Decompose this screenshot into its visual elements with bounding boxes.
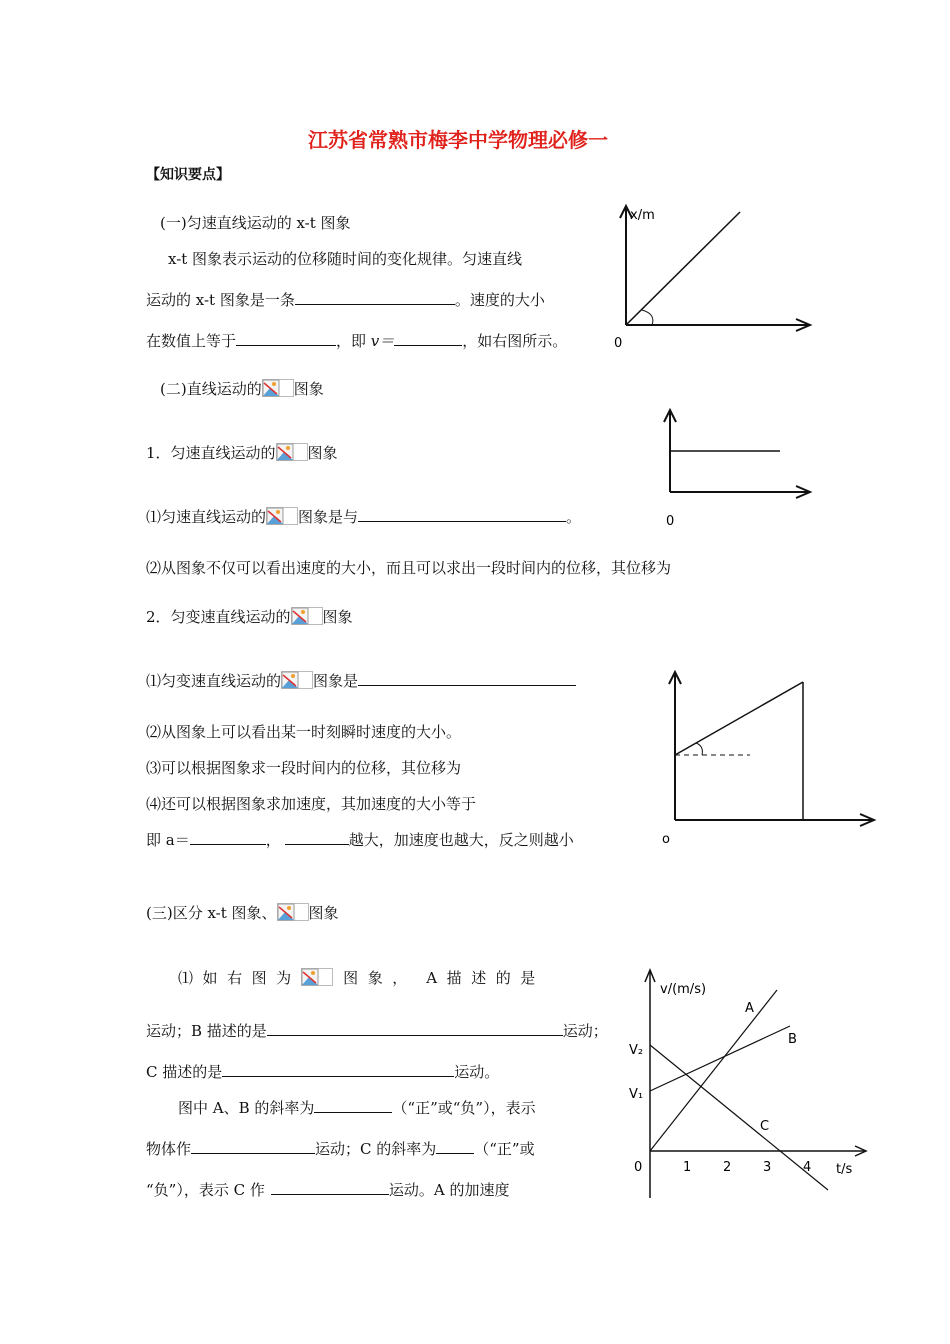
part3-q1-line2 [146, 1021, 608, 1041]
part2-s2 [146, 607, 353, 627]
text: 越大，加速度也越大，反之则越小 [348, 831, 574, 849]
vt-formula-image [291, 607, 323, 625]
v2-label: V₂ [629, 1043, 644, 1058]
text: 图象 [293, 380, 324, 398]
xt-graph-figure [600, 198, 830, 358]
text: 运动的 x-t 图象是一条 [146, 291, 295, 309]
line-B [650, 1026, 790, 1091]
tick-label: 3 [763, 1160, 772, 1175]
graph-line [626, 212, 740, 325]
text: 图象是 [313, 672, 359, 690]
part2-s2-2: ⑵从图象上可以看出某一时刻瞬时速度的大小。 [146, 723, 462, 741]
text: ，如右图所示。 [462, 332, 568, 350]
text: ， [265, 831, 281, 849]
origin-label: 0 [666, 514, 675, 529]
vt-formula-image [262, 379, 294, 397]
text: (二)直线运动的 [160, 380, 262, 398]
text: 2．匀变速直线运动的 [146, 608, 291, 626]
part3-q1-line3 [146, 1062, 499, 1082]
text: 物体作 [146, 1140, 192, 1158]
vt-formula-image [277, 903, 309, 921]
part2-s1-1 [146, 507, 581, 527]
text: 运动；C 的斜率为 [315, 1140, 437, 1158]
answer-blank[interactable] [394, 331, 462, 346]
angle-arc [642, 310, 653, 325]
answer-blank[interactable] [436, 1139, 474, 1154]
angle-arc [696, 743, 702, 755]
part2-s1 [146, 443, 338, 463]
tick-label: 1 [683, 1160, 692, 1175]
answer-blank[interactable] [271, 1180, 389, 1195]
line-A-label: A [745, 1001, 754, 1016]
text: v＝ [370, 332, 395, 350]
answer-blank[interactable] [285, 830, 349, 845]
part1-heading: (一)匀速直线运动的 x-t 图象 [160, 214, 351, 232]
x-axis-label: t/s [836, 1162, 853, 1177]
text: 运动； [562, 1022, 608, 1040]
answer-blank[interactable] [358, 671, 576, 686]
part1-line1: x-t 图象表示运动的位移随时间的变化规律。匀速直线 [168, 250, 523, 268]
line-C-label: C [760, 1119, 770, 1134]
text: 运动；B 描述的是 [146, 1022, 267, 1040]
vt-formula-image [266, 507, 298, 525]
uniform-vt-figure [640, 400, 840, 535]
y-axis-label: x/m [630, 208, 655, 223]
part3-q2-line3 [146, 1180, 509, 1200]
answer-blank[interactable] [190, 830, 266, 845]
part2-s2-5 [146, 830, 574, 850]
answer-blank[interactable] [191, 1139, 315, 1154]
text: 。 [566, 508, 582, 526]
text: 图象 [322, 608, 353, 626]
text: 图象 [307, 444, 338, 462]
vt-formula-image [281, 671, 313, 689]
part3-heading [146, 903, 339, 923]
v1-label: V₁ [629, 1087, 644, 1102]
vt-formula-image [301, 968, 333, 986]
text: （“正”或“负”），表示 [392, 1099, 536, 1117]
text: ，即 [336, 332, 371, 350]
text: (三)区分 x-t 图象、 [146, 904, 277, 922]
part3-q2-line2 [146, 1139, 535, 1159]
text: “负”），表示 C 作 [146, 1181, 265, 1199]
answer-blank[interactable] [295, 290, 455, 305]
answer-blank[interactable] [267, 1021, 563, 1036]
text: ⑴匀速直线运动的 [146, 508, 267, 526]
origin-label: 0 [614, 336, 623, 351]
vt-formula-image [276, 443, 308, 461]
part2-s2-1 [146, 671, 576, 691]
part2-heading [160, 379, 324, 399]
text: ⑴ 如 右 图 为 [178, 969, 292, 987]
line-B-label: B [788, 1032, 797, 1047]
text: 图象是与 [298, 508, 359, 526]
text: 1．匀速直线运动的 [146, 444, 276, 462]
line-A [650, 990, 777, 1151]
tick-label: 2 [723, 1160, 732, 1175]
text: 运动。 [454, 1063, 500, 1081]
tick-label: 4 [803, 1160, 812, 1175]
section-header: 【知识要点】 [146, 167, 230, 183]
text: （“正”或 [474, 1140, 535, 1158]
part1-line2 [146, 290, 545, 310]
answer-blank[interactable] [222, 1062, 454, 1077]
answer-blank[interactable] [358, 507, 566, 522]
part1-line3 [146, 331, 567, 351]
part2-s2-3: ⑶可以根据图象求一段时间内的位移，其位移为 [146, 759, 462, 777]
text: 图 象 ， A 描 述 的 是 [343, 969, 536, 987]
answer-blank[interactable] [314, 1098, 392, 1113]
text: 即 a＝ [146, 831, 190, 849]
text: ⑴匀变速直线运动的 [146, 672, 282, 690]
text: 。速度的大小 [454, 291, 545, 309]
part2-s2-4: ⑷还可以根据图象求加速度，其加速度的大小等于 [146, 795, 477, 813]
part2-s1-2: ⑵从图象不仅可以看出速度的大小，而且可以求出一段时间内的位移，其位移为 [146, 559, 672, 577]
text: 运动。A 的加速度 [388, 1181, 510, 1199]
page-title: 江苏省常熟市梅李中学物理必修一 [308, 128, 608, 152]
part3-q2-line1 [178, 1098, 536, 1118]
text: 图中 A、B 的斜率为 [178, 1099, 315, 1117]
answer-blank[interactable] [236, 331, 336, 346]
text: 图象 [308, 904, 339, 922]
part3-q1-line1 [178, 968, 535, 988]
y-axis-label: v/(m/s) [660, 982, 707, 997]
origin-label: o [662, 832, 670, 847]
text: C 描述的是 [146, 1063, 223, 1081]
text: 在数值上等于 [146, 332, 237, 350]
graph-line [675, 682, 803, 755]
tick-label: 0 [634, 1160, 643, 1175]
accel-vt-figure [650, 662, 885, 850]
abc-vt-figure [620, 960, 880, 1210]
